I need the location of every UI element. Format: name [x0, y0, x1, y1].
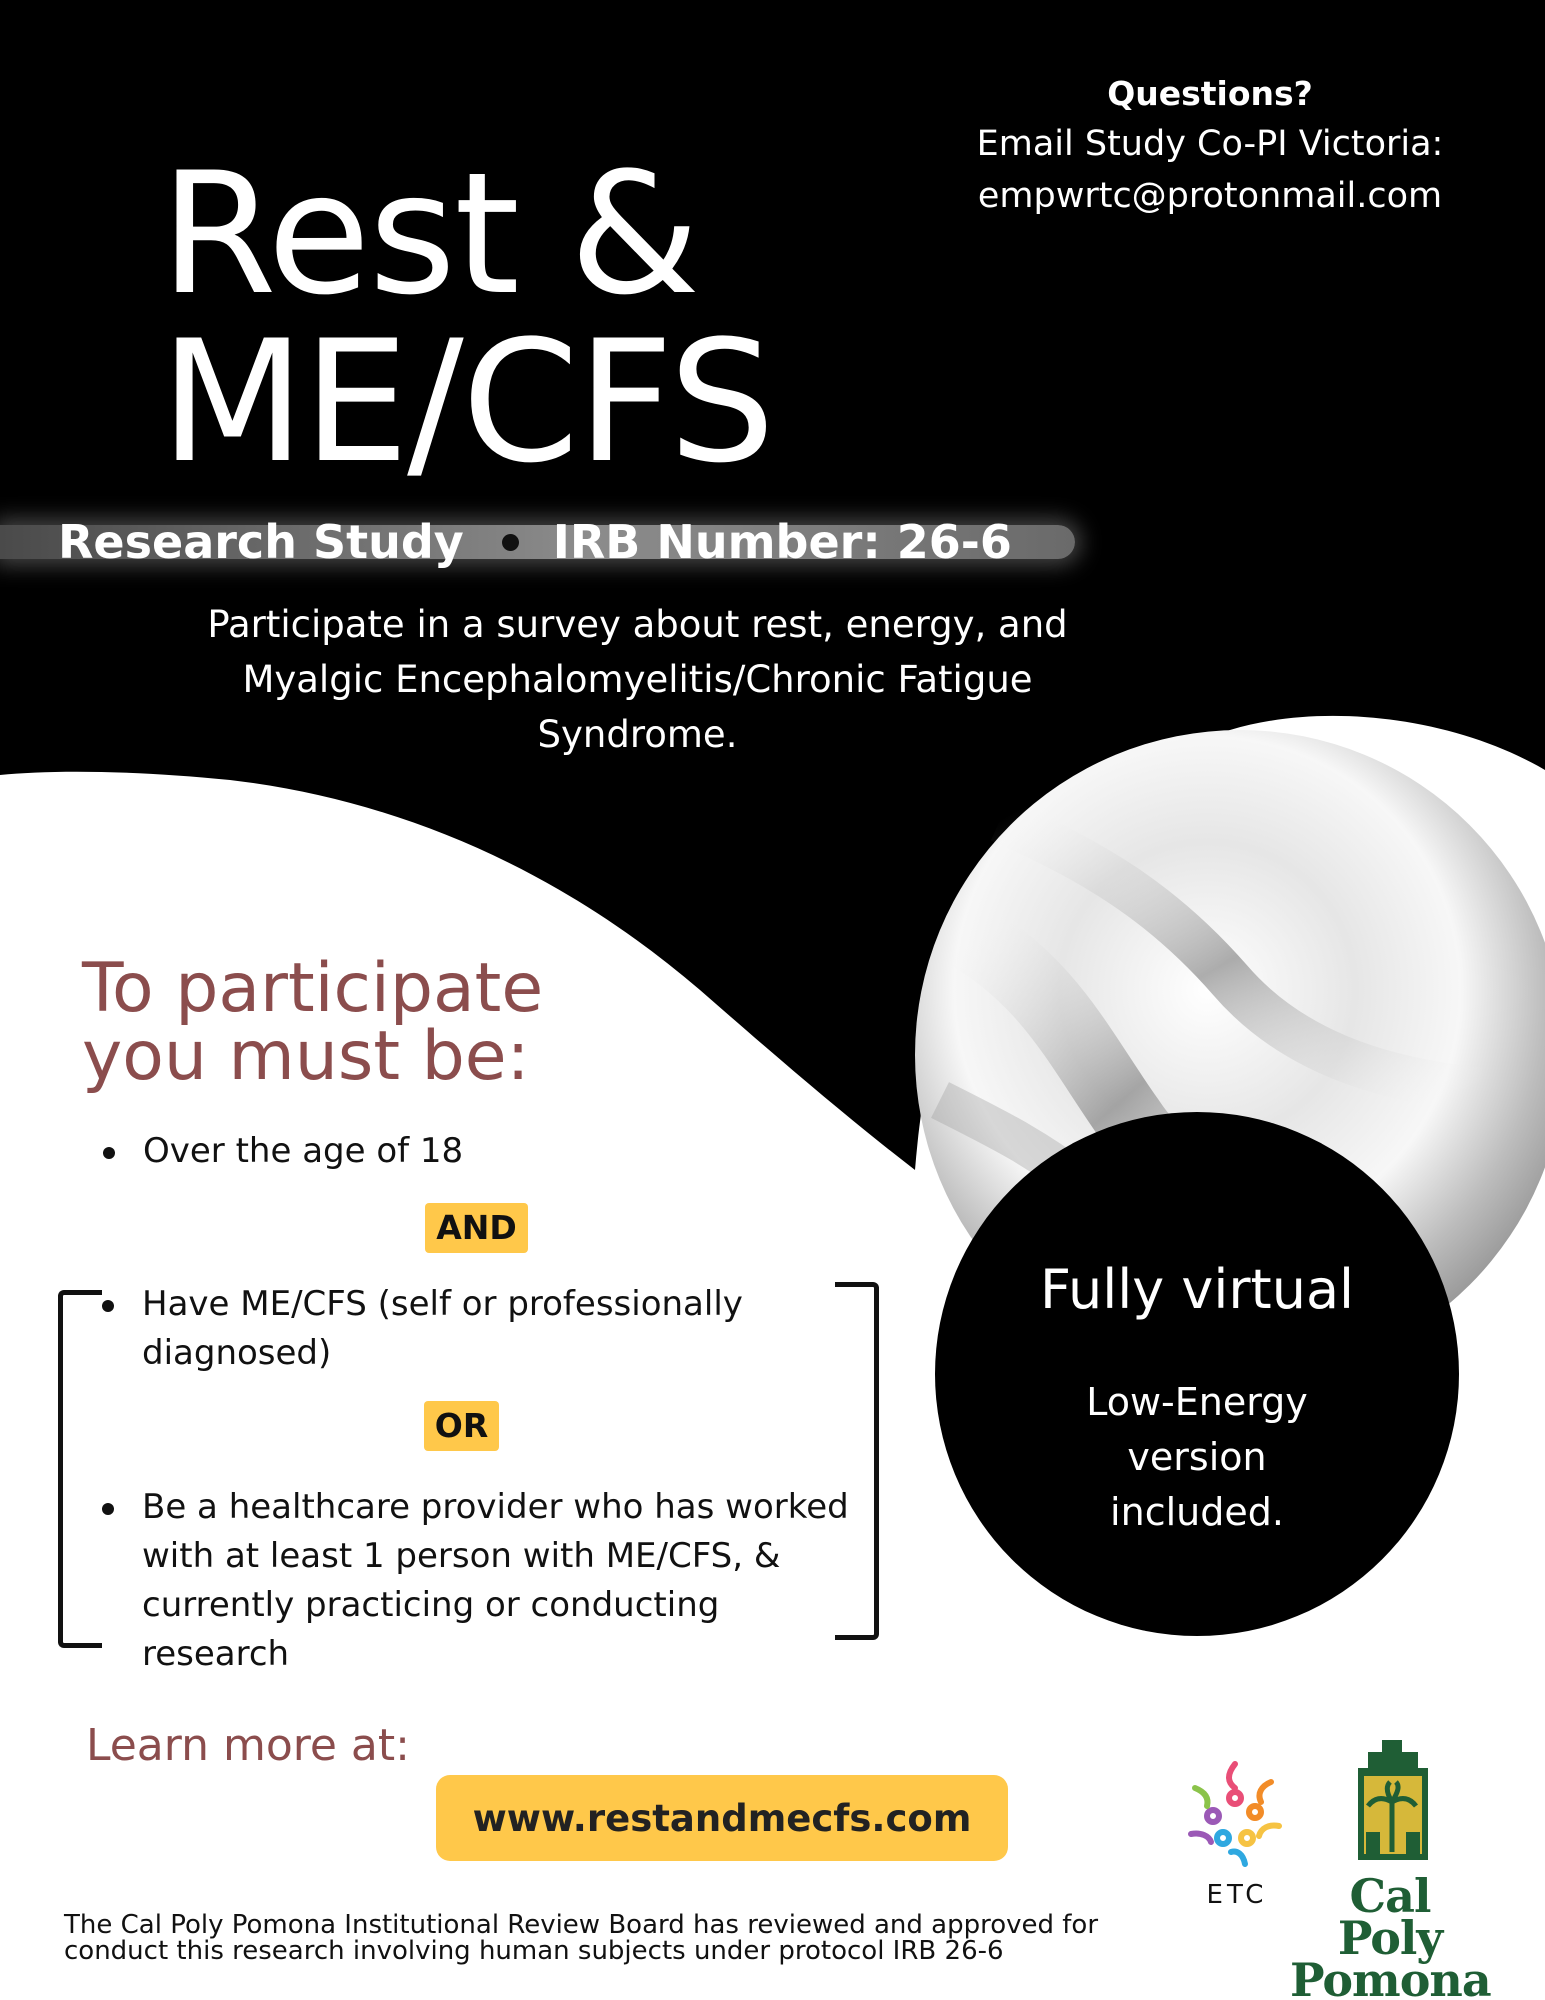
cal-poly-pomona-tower-icon: [1352, 1740, 1434, 1862]
footer-line: conduct this research involving human subjects under protocol IRB 26-6: [64, 1936, 1004, 1966]
and-tag: AND: [425, 1203, 528, 1253]
requirement-text: diagnosed): [142, 1333, 332, 1373]
description-line: Syndrome.: [537, 713, 738, 756]
description-line: Participate in a survey about rest, energy, and: [207, 603, 1068, 646]
fully-virtual-title: Fully virtual: [1039, 1258, 1355, 1321]
requirement-text: with at least 1 person with ME/CFS, &: [142, 1536, 781, 1576]
cal-poly-pomona-wordmark: [1290, 1869, 1491, 2000]
bullet-icon: [102, 1503, 114, 1515]
requirement-provider: [142, 1483, 849, 1679]
bullet-icon: [102, 1300, 114, 1312]
footer-line: The Cal Poly Pomona Institutional Review Board has reviewed and approved for: [64, 1910, 1099, 1940]
banner: [58, 512, 1012, 572]
requirement-text: Have ME/CFS (self or professionally: [142, 1284, 743, 1324]
questions-heading: Questions?: [1107, 74, 1313, 113]
requirement-diagnosis: [142, 1280, 743, 1378]
eligibility-heading-line: To participate: [82, 949, 544, 1028]
requirement-age: [143, 1127, 463, 1176]
etc-label: ETC: [1206, 1880, 1268, 1910]
banner-research-study: Research Study: [58, 515, 464, 569]
irb-footer: [64, 1912, 1184, 1964]
etc-logo-icon: [1175, 1752, 1295, 1872]
or-tag: OR: [424, 1401, 499, 1451]
requirement-text: currently practicing or conducting: [142, 1585, 720, 1625]
title-line-2: ME/CFS: [160, 304, 774, 500]
eligibility-heading: [82, 949, 544, 1096]
low-energy-line: Low-Energy: [1086, 1380, 1308, 1424]
requirement-text: Over the age of 18: [143, 1131, 464, 1171]
low-energy-line: version: [1127, 1435, 1267, 1479]
page-title: [160, 136, 774, 500]
requirement-text: research: [142, 1634, 290, 1674]
bullet-dot-icon: [502, 534, 519, 551]
website-link-button[interactable]: www.restandmecfs.com: [436, 1775, 1008, 1861]
requirement-text: Be a healthcare provider who has worked: [142, 1487, 849, 1527]
left-bracket: [58, 1290, 102, 1648]
bullet-icon: [103, 1147, 115, 1159]
contact-block: [930, 70, 1490, 222]
contact-line: Email Study Co-PI Victoria:: [976, 124, 1444, 164]
virtual-circle: [935, 1112, 1459, 1636]
eligibility-heading-line: you must be:: [82, 1017, 530, 1096]
title-line-1: Rest &: [160, 136, 699, 332]
learn-more-label: Learn more at:: [86, 1720, 410, 1771]
low-energy-note: [1035, 1375, 1359, 1540]
description-line: Myalgic Encephalomyelitis/Chronic Fatigue: [242, 658, 1033, 701]
contact-email-link[interactable]: empwrtc@protonmail.com: [977, 176, 1443, 216]
cpp-wordmark-line: Cal Poly: [1337, 1869, 1443, 1965]
study-description: [140, 597, 1135, 762]
banner-irb-number: IRB Number: 26-6: [552, 515, 1012, 569]
cpp-wordmark-line: Pomona: [1290, 1953, 1491, 2000]
low-energy-line: included.: [1110, 1490, 1284, 1534]
